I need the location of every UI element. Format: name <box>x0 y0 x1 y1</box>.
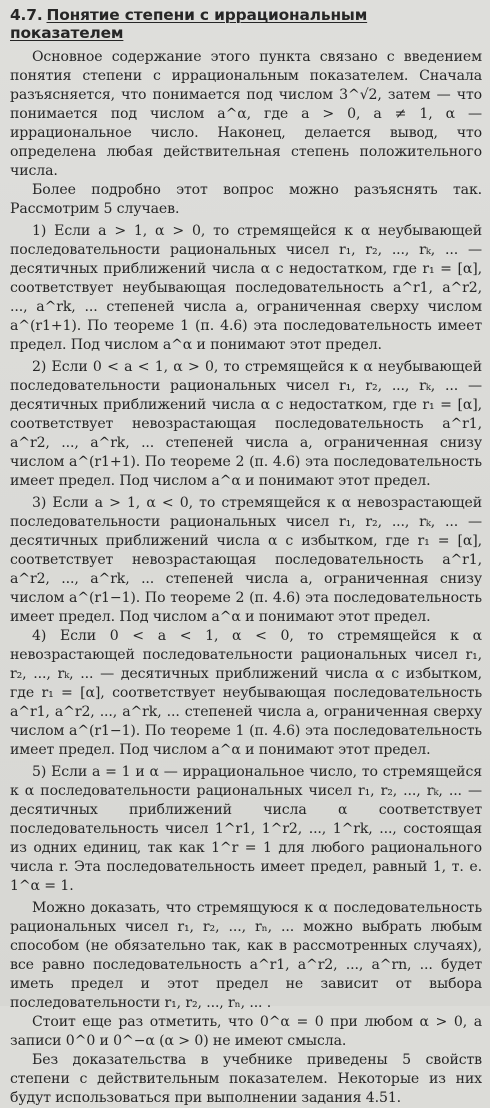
zero-power-note: Стоит еще раз отметить, что 0^α = 0 при любом α > 0, а записи 0^0 и 0^−α (α > 0) не имеют смысла. <box>10 1014 482 1049</box>
case-2-paragraph: 2) Если 0 < a < 1, α > 0, то стремящейся к α неубывающей последовательности рациональных чисел r₁, r₂, ..., rₖ, ... — десятичных приближений числа α с недостатком, где r₁ = [α], соответствует невозрастающая последовательность a^r1, a^r2, ..., a^rk, ... степеней числа a, ограниченная снизу числом a^(r1+1). По теореме 2 (п. 4.6) эта последовательность имеет предел. Под числом a^α и понимают этот предел. <box>10 359 482 489</box>
section-number: 4.7. <box>10 6 43 24</box>
properties-paragraph: Без доказательства в учебнике приведены 5 свойств степени с действительным показателем. Некоторые из них будут использоваться при выполнении задания 4.51. <box>10 1052 482 1106</box>
case-4-paragraph: 4) Если 0 < a < 1, α < 0, то стремящейся к α невозрастающей последовательности рациональных чисел r₁, r₂, ..., rₖ, ... — десятичных приближений числа α с избытком, где r₁ = [α], соответствует неубывающая последовательность a^r1, a^r2, ..., a^rk, ... степеней числа a, ограниченная сверху числом a^(r1−1). По теореме 1 (п. 4.6) эта последовательность имеет предел. Под числом a^α и понимают этот предел. <box>10 628 482 758</box>
case-5-paragraph: 5) Если a = 1 и α — иррациональное число, то стремящейся к α последовательности рациональных чисел r₁, r₂, ..., rₖ, ... — десятичных приближений числа α соответствует последовательность чисел 1^r1, 1^r2, ..., 1^rk, ..., состоящая из одних единиц, так как 1^r = 1 для любого рационального числа r. Эта последовательность имеет предел, равный 1, т. е. 1^α = 1. <box>10 764 482 894</box>
section-title: Понятие степени с иррациональным показателем <box>10 6 368 42</box>
case-3-paragraph: 3) Если a > 1, α < 0, то стремящейся к α невозрастающей последовательности рациональных чисел r₁, r₂, ..., rₖ, ... — десятичных приближений числа α с избытком, где r₁ = [α], соответствует невозрастающая последовательность a^r1, a^r2, ..., a^rk, ... степеней числа a, ограниченная снизу числом a^(r1−1). По теореме 2 (п. 4.6) эта последовательность имеет предел. Под числом a^α и понимают этот предел. <box>10 495 482 625</box>
transition-paragraph: Более подробно этот вопрос можно разъяснять так. Рассмотрим 5 случаев. <box>10 182 482 217</box>
intro-paragraph: Основное содержание этого пункта связано с введением понятия степени с иррациональным показателем. Сначала разъясняется, что понимается под числом 3^√2, затем — что понимается под числом a^α, где a > 0, a ≠ 1, α — иррациональное число. Наконец, делается вывод, что определена любая действительная степень положительного числа. <box>10 49 482 179</box>
proof-paragraph: Можно доказать, что стремящуюся к α последовательность рациональных чисел r₁, r₂, ..., rₙ, ... можно выбрать любым способом (не обязательно так, как в рассмотренных случаях), все равно последовательность a^r1, a^r2, ..., a^rn, ... будет иметь предел и этот предел не зависит от выбора последовательности r₁, r₂, ..., rₙ, ... . <box>10 900 482 1011</box>
section-heading <box>10 6 482 42</box>
article-body <box>10 48 482 1108</box>
case-1-paragraph: 1) Если a > 1, α > 0, то стремящейся к α неубывающей последовательности рациональных чисел r₁, r₂, ..., rₖ, ... — десятичных приближений числа α с недостатком, где r₁ = [α], соответствует неубывающая последовательность a^r1, a^r2, ..., a^rk, ... степеней числа a, ограниченная сверху числом a^(r1+1). По теореме 1 (п. 4.6) эта последовательность имеет предел. Под числом a^α и понимают этот предел. <box>10 223 482 353</box>
